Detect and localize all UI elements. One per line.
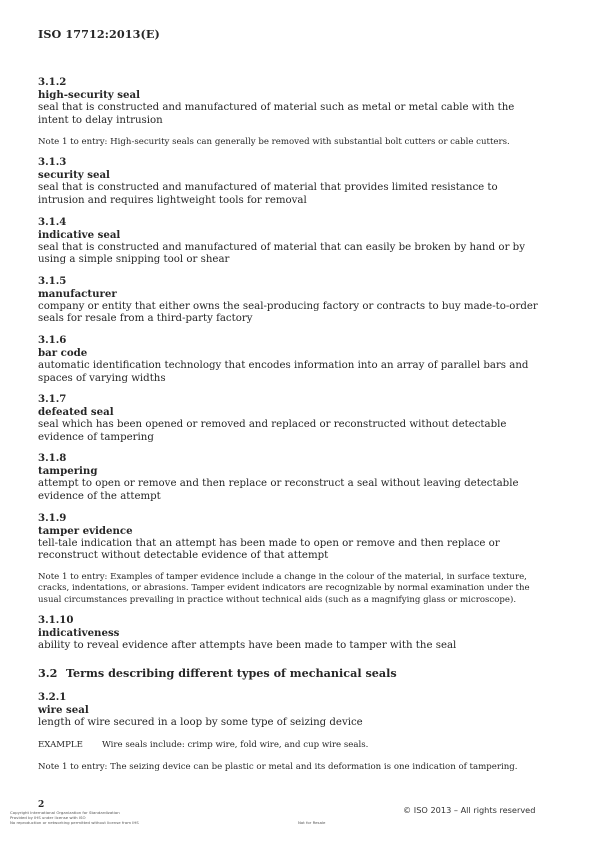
license-notice (10, 810, 139, 825)
entry-number: 3.1.5 (38, 274, 67, 287)
entry-number: 3.2.1 (38, 690, 67, 703)
page-number: 2 (38, 800, 45, 810)
entry-definition: length of wire secured in a loop by some type of seizing device (38, 716, 363, 728)
entry-definition: tell-tale indication that an attempt has been made to open or remove and then replace or reconstruct without detectable evidence of that attempt (38, 537, 500, 562)
entry-definition: company or entity that either owns the seal-producing factory or contracts to buy made-to-order seals for resale from a third-party factory (38, 300, 538, 325)
entry-note: Note 1 to entry: High-security seals can generally be removed with substantial bolt cutters or cable cutters. (38, 137, 510, 148)
term-entry (38, 393, 538, 444)
example-text: Wire seals include: crimp wire, fold wire, and cup wire seals. (102, 740, 369, 751)
entry-definition: automatic identification technology that encodes information into an array of parallel bars and spaces of varying widths (38, 360, 529, 384)
entry-number: 3.1.2 (38, 76, 67, 88)
copyright-notice: © ISO 2013 – All rights reserved (403, 805, 536, 815)
document-body (38, 76, 538, 781)
entry-number: 3.1.3 (38, 156, 67, 169)
term-entry (38, 76, 538, 148)
entry-number: 3.1.7 (38, 393, 67, 406)
term-entry (38, 216, 538, 267)
term-entry (38, 275, 538, 326)
term-entry (38, 614, 538, 653)
section-heading (38, 666, 538, 680)
entry-term: high-security seal (38, 89, 140, 101)
entry-term: bar code (38, 347, 88, 360)
entry-definition: seal that is constructed and manufactured of material that can easily be broken by hand or by using a simple snipping tool or shear (38, 241, 525, 266)
entry-note: Note 1 to entry: The seizing device can be plastic or metal and its deformation is one indication of tampering. (38, 761, 518, 772)
section-title: Terms describing different types of mechanical seals (66, 665, 397, 680)
license-line: No reproduction or networking permitted without license from IHS (10, 820, 139, 825)
entry-number: 3.1.6 (38, 334, 67, 347)
entry-example (38, 740, 538, 751)
term-entry (38, 512, 538, 606)
entry-term: tampering (38, 465, 98, 478)
term-entry (38, 691, 538, 773)
term-entry (38, 452, 538, 503)
entry-term: defeated seal (38, 406, 114, 419)
entry-number: 3.1.8 (38, 452, 67, 465)
entry-term: manufacturer (38, 287, 117, 300)
not-for-resale-notice: Not for Resale (298, 820, 326, 825)
entry-term: wire seal (38, 703, 89, 716)
entry-definition: seal that is constructed and manufactured of material such as metal or metal cable with the intent to delay intrusion (38, 102, 515, 126)
entry-term: tamper evidence (38, 524, 133, 537)
section-number: 3.2 (38, 665, 58, 680)
entry-note: Note 1 to entry: Examples of tamper evidence include a change in the colour of the material, in surface texture, cracks, indentations, or abrasions. Tamper evident indicators are recognizable by normal examination under the usual circumstances prevailing in practice without technical aids (such as a magnifying glass or microscope). (38, 571, 530, 605)
entry-definition: seal that is constructed and manufactured of material that provides limited resistance to intrusion and requires lightweight tools for removal (38, 182, 498, 207)
entry-definition: attempt to open or remove and then replace or reconstruct a seal without leaving detectable evidence of the attempt (38, 478, 519, 503)
example-label: EXAMPLE (38, 740, 83, 751)
entry-number: 3.1.4 (38, 215, 67, 228)
entry-number: 3.1.9 (38, 511, 67, 524)
license-line: Provided by IHS under license with ISO (10, 815, 86, 820)
entry-term: indicativeness (38, 627, 120, 640)
license-line: Copyright International Organization for Standardization (10, 810, 120, 815)
document-header: ISO 17712:2013(E) (38, 27, 160, 41)
entry-definition: ability to reveal evidence after attempts have been made to tamper with the seal (38, 640, 457, 652)
term-entry (38, 156, 538, 207)
entry-definition: seal which has been opened or removed and replaced or reconstructed without detectable evidence of tampering (38, 419, 507, 443)
term-entry (38, 334, 538, 385)
entry-term: indicative seal (38, 228, 121, 241)
entry-number: 3.1.10 (38, 614, 74, 627)
entry-term: security seal (38, 169, 110, 182)
